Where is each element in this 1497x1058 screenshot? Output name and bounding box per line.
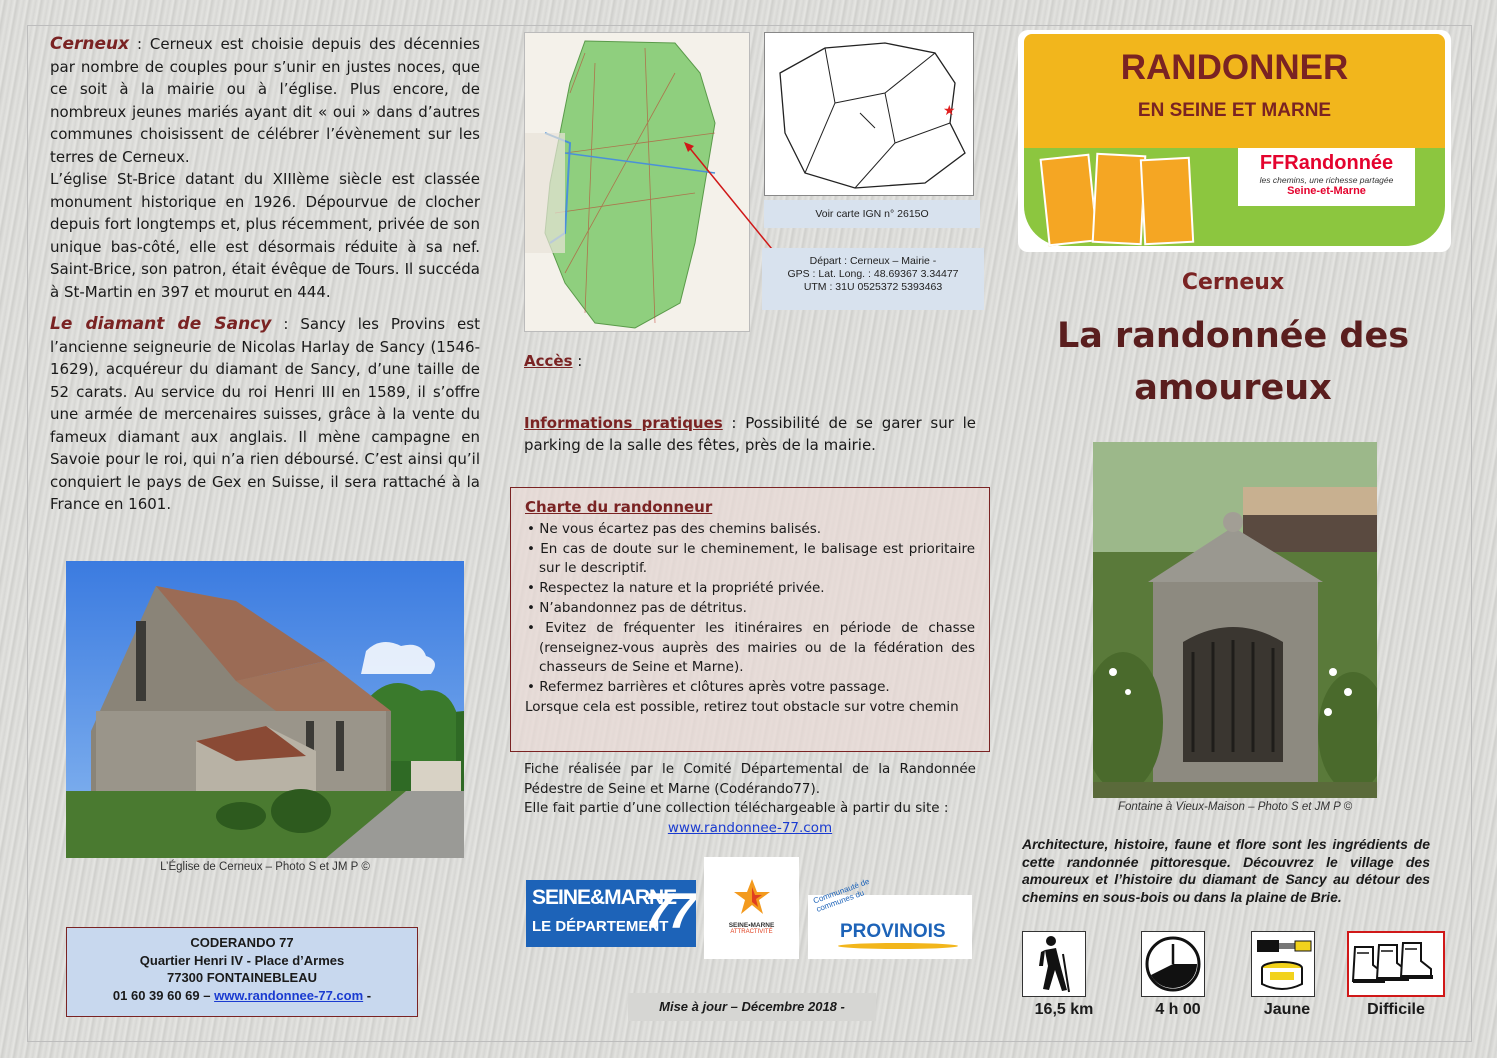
sancy-text: : Sancy les Provins est l’ancienne seigneurie de Nicolas Harlay de Sancy (1546-1629), acquéreur du diamant de Sancy, d’une taille de 52 carats. Au service du roi Henri III en 1589, il s’offre une armée de mercenaires suisses, grâce à la vente du fameux diamant aux anglais. Il mène campagne en Savoie pour le roi, qui n’a rien déboursé. C’est ainsi qu’il conquiert le pays de Gex en Suisse, il sera rattaché à la France en 1601. [50, 315, 480, 513]
fountain-photo-caption: Fontaine à Vieux-Maison – Photo S et JM P © [1117, 801, 1353, 813]
svg-text:★: ★ [943, 103, 956, 119]
fountain-photo [1093, 442, 1377, 798]
address-city: 77300 FONTAINEBLEAU [166, 970, 317, 985]
charter-title: Charte du randonneur [525, 498, 713, 516]
logo1-number: 77 [644, 883, 692, 939]
sancy-heading: Le diamant de Sancy [50, 314, 272, 334]
ff-slogan: les chemins, une richesse partagée [1259, 175, 1394, 185]
hiker-icon [1023, 932, 1085, 996]
seine-et-marne-department-logo[interactable] [526, 880, 696, 947]
distance-label: 16,5 km [1034, 1001, 1094, 1018]
difficulty-stat [1347, 931, 1445, 997]
address-contact [67, 987, 417, 1005]
randonner-banner [1018, 30, 1451, 252]
guidebook-cover-2 [1092, 153, 1147, 245]
charter-item: • Respectez la nature et la propriété privée. [527, 580, 825, 597]
charter-item: • N’abandonnez pas de détritus. [527, 599, 747, 616]
duration-stat [1141, 931, 1205, 997]
address-phone: 01 60 39 60 69 – [112, 987, 215, 1003]
logo1-text: SEINE&MARNE [532, 886, 677, 909]
departure-info-box [762, 248, 984, 310]
waymark-color-label: Jaune [1263, 1001, 1311, 1018]
walk-title-line2: amoureux [1134, 368, 1332, 408]
departure-utm: UTM : 31U 0525372 5393463 [803, 281, 943, 293]
access-colon: : [572, 352, 583, 370]
guidebook-cover-1 [1040, 154, 1099, 247]
address-website-link[interactable]: www.randonnee-77.com [214, 987, 364, 1003]
credits-text-2: Elle fait partie d’une collection téléchargeable à partir du site : [524, 800, 949, 816]
departure-place: Départ : Cerneux – Mairie - [809, 255, 937, 267]
logo3-name: PROVINOIS [840, 921, 946, 942]
charter-item: • Refermez barrières et clôtures après votre passage. [527, 679, 890, 696]
address-box [66, 927, 418, 1017]
clock-icon [1142, 932, 1204, 996]
charter-footer: Lorsque cela est possible, retirez tout obstacle sur votre chemin [525, 698, 959, 715]
logo3-arc-text: Communauté de communes du [812, 876, 871, 914]
ffrandonnee-logo [1238, 148, 1415, 206]
charter-item: • Evitez de fréquenter les itinéraires en période de chasse (renseignez-vous auprès des mairies ou de la fédération des chasseurs de Seine et Marne). [527, 619, 975, 676]
logo2-subtext: ATTRACTIVITÉ [730, 929, 773, 935]
address-street: Quartier Henri IV - Place d’Armes [139, 952, 345, 968]
provinois-community-logo[interactable] [808, 876, 972, 959]
logo2-text: SEINE•MARNE [728, 922, 775, 929]
departure-gps: GPS : Lat. Long. : 48.69367 3.34477 [787, 268, 959, 280]
seine-et-marne-attractivite-logo[interactable] [704, 857, 799, 959]
cerneux-heading: Cerneux [50, 34, 130, 54]
town-name: Cerneux [1181, 270, 1285, 295]
practical-info-text: : Possibilité de se garer sur le parking de la salle des fêtes, près de la mairie. [524, 414, 976, 454]
church-paragraph: L’église St-Brice datant du XIIIème siècle est classée monument historique en 1926. Dépourvue de clocher depuis fort longtemps et, plus récemment, privée de son unique bas-côté, elle est désormais réduite à sa nef. Saint-Brice, son patron, était évêque de Tours. Il succéda à St-Martin en 397 et mourut en 444. [50, 170, 480, 301]
address-org: CODERANDO 77 [190, 935, 294, 950]
credits-section [524, 760, 976, 838]
charter-item: • Ne vous écartez pas des chemins balisés. [527, 520, 822, 537]
update-date: Mise à jour – Décembre 2018 - [628, 993, 876, 1021]
church-photo [66, 561, 464, 858]
access-heading: Accès [524, 352, 573, 370]
practical-info-heading: Informations pratiques [524, 414, 723, 432]
distance-stat [1022, 931, 1086, 997]
waymark-color-stat [1251, 931, 1315, 997]
access-section [524, 350, 976, 372]
hiker-charter-box [510, 487, 990, 752]
walk-summary: Architecture, histoire, faune et flore sont les ingrédients de cette randonnée pittoresque. Découvrez le village des amoureux et l’histoire du diamant de Sancy au détour des chemins en sous-bois ou dans la plaine de Brie. [1022, 836, 1430, 905]
hiking-boots-icon [1349, 933, 1443, 995]
ff-brand: FFRandonnée [1259, 152, 1394, 174]
charter-item: • En cas de doute sur le cheminement, le balisage est prioritaire sur le descriptif. [527, 540, 975, 577]
walk-title-line1: La randonnée des [1056, 316, 1410, 356]
walk-title [1018, 310, 1448, 414]
ff-region: Seine-et-Marne [1287, 185, 1366, 197]
address-suffix: - [363, 987, 372, 1003]
difficulty-label: Difficile [1367, 1001, 1425, 1018]
charter-list [525, 520, 975, 698]
sancy-paragraph [50, 313, 480, 516]
duration-label: 4 h 00 [1155, 1001, 1201, 1018]
credits-text: Fiche réalisée par le Comité Départemental de la Randonnée Pédestre de Seine et Marne (Codérando77). [524, 761, 976, 797]
practical-info-section [524, 412, 976, 456]
banner-title: RANDONNER [1120, 48, 1349, 87]
guidebook-cover-3 [1140, 157, 1194, 245]
ign-map-label: Voir carte IGN n° 2615O [764, 200, 980, 228]
credits-website-link[interactable]: www.randonnee-77.com [667, 819, 833, 836]
church-photo-caption: L’Église de Cerneux – Photo S et JM P © [160, 861, 370, 873]
logo1-subtext: LE DÉPARTEMENT [532, 918, 669, 935]
attractivite-star-icon [732, 877, 772, 917]
paint-brush-icon [1252, 932, 1314, 996]
cerneux-paragraph [50, 33, 480, 168]
banner-subtitle: EN SEINE ET MARNE [1137, 100, 1332, 121]
cerneux-text: : Cerneux est choisie depuis des décennies par nombre de couples pour s’unir en justes noces, que ce soit à la mairie ou à l’église. Plus encore, de nombreux jeunes mariés ayant dit « oui » dans d’autres communes choisissent de célébrer l’évènement sur les terres de Cerneux. [50, 35, 480, 166]
ile-de-france-locator-map [764, 32, 974, 196]
history-text-column [50, 33, 480, 516]
